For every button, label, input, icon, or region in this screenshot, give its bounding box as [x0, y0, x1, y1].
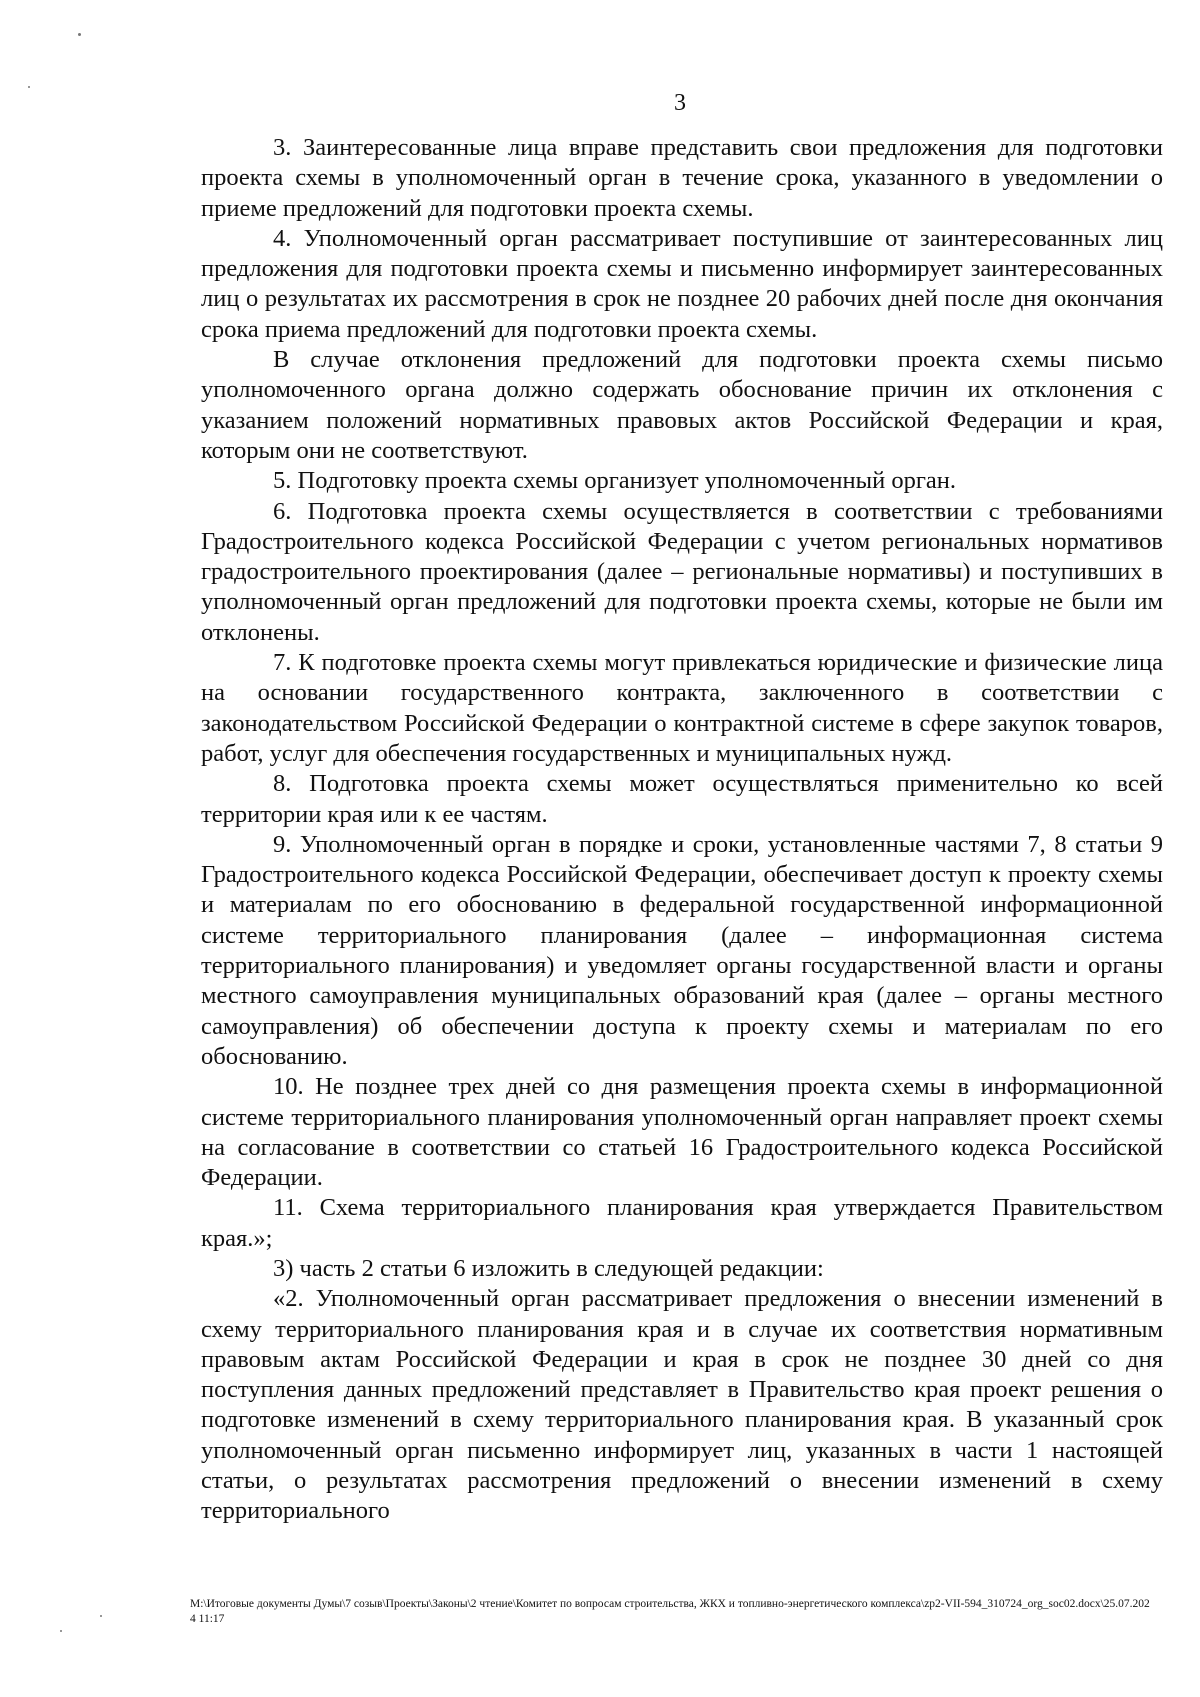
paragraph-item-10: 10. Не позднее трех дней со дня размещения проекта схемы в информационной системе территориального планирования уполномоченный орган направляет проект схемы на согласование в соответствии со статьей 16 Градостроительного кодекса Российской Федерации. — [201, 1073, 1163, 1192]
page-number: 3 — [674, 90, 686, 116]
paragraph-amendment-3: 3) часть 2 статьи 6 изложить в следующей редакции: — [273, 1254, 824, 1282]
paragraph-item-9: 9. Уполномоченный орган в порядке и сроки, установленные частями 7, 8 статьи 9 Градостроительного кодекса Российской Федерации, обеспечивает доступ к проекту схемы и материалам по его обоснованию в федеральной государственной информационной системе территориального планирования (далее – информационная система территориального планирования) и уведомляет органы государственной власти и органы местного самоуправления муниципальных образований края (далее – органы местного самоуправления) об обеспечении доступа к проекту схемы и материалам по его обоснованию. — [201, 830, 1163, 1070]
scan-speck — [28, 86, 30, 88]
paragraph-item-7: 7. К подготовке проекта схемы могут привлекаться юридические и физические лица на основании государственного контракта, заключенного в соответствии с законодательством Российской Федерации о контрактной системе в сфере закупок товаров, работ, услуг для обеспечения государственных и муниципальных нужд. — [201, 649, 1163, 767]
paragraph-item-11: 11. Схема территориального планирования края утверждается Правительством края.»; — [201, 1194, 1163, 1252]
paragraph-rejection-case: В случае отклонения предложений для подготовки проекта схемы письмо уполномоченного органа должно содержать обоснование причин их отклонения с указанием положений нормативных правовых актов Российской Федерации и края, которым они не соответствуют. — [201, 346, 1163, 464]
paragraph-item-3: 3. Заинтересованные лица вправе представить свои предложения для подготовки проекта схемы в уполномоченный орган в течение срока, указанного в уведомлении о приеме предложений для подготовки проекта схемы. — [201, 134, 1163, 222]
scan-speck — [78, 33, 81, 36]
paragraph-item-4: 4. Уполномоченный орган рассматривает поступившие от заинтересованных лиц предложения для подготовки проекта схемы и письменно информирует заинтересованных лиц о результатах их рассмотрения в срок не позднее 20 рабочих дней после дня окончания срока приема предложений для подготовки проекта схемы. — [201, 224, 1163, 343]
document-body — [201, 133, 1163, 1527]
paragraph-item-5: 5. Подготовку проекта схемы организует уполномоченный орган. — [273, 467, 956, 495]
scan-speck — [100, 1615, 102, 1617]
footer-file-path: M:\Итоговые документы Думы\7 созыв\Проекты\Законы\2 чтение\Комитет по вопросам строительства, ЖКХ и топливно-энергетического комплекса\zp2-VII-594_310724_org_soc02.docx\25.07.2024 11:17 — [190, 1598, 1150, 1625]
paragraph-item-8: 8. Подготовка проекта схемы может осуществляться применительно ко всей территории края или к ее частям. — [201, 770, 1163, 828]
paragraph-new-part-2: «2. Уполномоченный орган рассматривает предложения о внесении изменений в схему территориального планирования края и в случае их соответствия нормативным правовым актам Российской Федерации и края в срок не позднее 30 дней со дня поступления данных предложений представляет в Правительство края проект решения о подготовке изменений в схему территориального планирования края. В указанный срок уполномоченный орган письменно информирует лиц, указанных в части 1 настоящей статьи, о результатах рассмотрения предложений о внесении изменений в схему территориального — [201, 1285, 1163, 1525]
scan-speck — [60, 1630, 62, 1632]
paragraph-item-6: 6. Подготовка проекта схемы осуществляется в соответствии с требованиями Градостроительного кодекса Российской Федерации с учетом региональных нормативов градостроительного проектирования (далее – региональные нормативы) и поступивших в уполномоченный орган предложений для подготовки проекта схемы, которые не были им отклонены. — [201, 497, 1163, 646]
